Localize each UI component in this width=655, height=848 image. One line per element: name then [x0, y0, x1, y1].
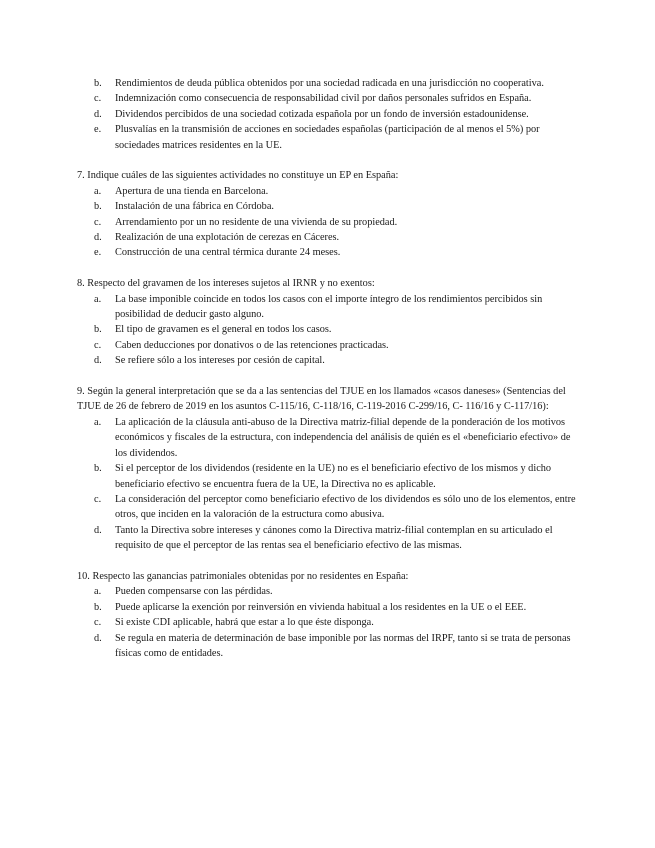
option-item: [77, 338, 577, 353]
option-item: [77, 353, 577, 368]
option-letter: b.: [94, 324, 102, 336]
option-letter: c.: [94, 339, 102, 351]
option-letter: a.: [94, 416, 102, 428]
question-9: [77, 384, 577, 553]
question-title: 9. Según la general interpretación que se da a las sentencias del TJUE en los llamados «casos daneses» (Sentencias del TJUE de 26 de febrero de 2019 en los asuntos C-115/16, C-118/16, C-119-2016 C-299/16, C- 116/16 y C-117/16):: [77, 386, 566, 413]
option-list: [77, 415, 577, 554]
option-text: Realización de una explotación de cerezas en Cáceres.: [115, 232, 340, 244]
option-item: [77, 461, 577, 492]
question-title: 10. Respecto las ganancias patrimoniales obtenidas por no residentes en España:: [77, 570, 409, 582]
option-item: [77, 631, 577, 662]
option-list: [77, 184, 577, 261]
option-item: [77, 492, 577, 523]
option-item: [77, 292, 577, 323]
option-text: La base imponible coincide en todos los casos con el importe íntegro de los rendimientos percibidos sin posibilidad de deducir gasto alguno.: [115, 293, 543, 321]
option-letter: a.: [94, 293, 102, 305]
option-text: Apertura de una tienda en Barcelona.: [115, 185, 269, 197]
option-item: [77, 230, 577, 245]
option-letter: d.: [94, 108, 102, 120]
option-text: Tanto la Directiva sobre intereses y cánones como la Directiva matriz-filial contemplan en su articulado el requisito de que el perceptor de las rentas sea el beneficiario efectivo de las mismas.: [115, 524, 553, 552]
option-text: Pueden compensarse con las pérdidas.: [115, 586, 273, 598]
option-item: [77, 523, 577, 554]
option-item: [77, 215, 577, 230]
option-text: Si existe CDI aplicable, habrá que estar a lo que éste disponga.: [115, 617, 374, 629]
option-letter: d.: [94, 632, 102, 644]
question-8: [77, 276, 577, 368]
option-text: Si el perceptor de los dividendos (residente en la UE) no es el beneficiario efectivo de los mismos y dicho beneficiario efectivo se encuentra fuera de la UE, la Directiva no es aplicable.: [115, 463, 552, 490]
option-item: [77, 245, 577, 260]
option-text: Se refiere sólo a los intereses por cesión de capital.: [115, 355, 325, 367]
option-letter: e.: [94, 124, 102, 136]
option-letter: b.: [94, 601, 102, 613]
document-content: [77, 76, 577, 677]
option-letter: a.: [94, 586, 102, 598]
option-text: La consideración del perceptor como beneficiario efectivo de los dividendos es sólo uno de los elementos, entre otros, que inciden en la valoración de la estructura como abusiva.: [115, 493, 576, 521]
option-letter: d.: [94, 524, 102, 536]
option-text: Arrendamiento por un no residente de una vivienda de su propiedad.: [115, 216, 398, 228]
option-text: El tipo de gravamen es el general en todos los casos.: [115, 324, 332, 336]
option-text: Instalación de una fábrica en Córdoba.: [115, 201, 274, 213]
option-letter: b.: [94, 463, 102, 475]
option-list: [77, 584, 577, 661]
option-item: [77, 107, 577, 122]
question-title: 7. Indique cuáles de las siguientes actividades no constituye un EP en España:: [77, 170, 399, 182]
option-item: [77, 600, 577, 615]
option-text: Plusvalías en la transmisión de acciones en sociedades españolas (participación de al menos el 5%) por sociedades matrices residentes en la UE.: [115, 124, 540, 151]
option-item: [77, 322, 577, 337]
option-text: Dividendos percibidos de una sociedad cotizada española por un fondo de inversión estadounidense.: [115, 108, 529, 120]
option-letter: d.: [94, 355, 102, 367]
option-letter: b.: [94, 78, 102, 89]
option-text: Construcción de una central térmica durante 24 meses.: [115, 247, 341, 259]
question-10: [77, 569, 577, 661]
option-list: [77, 292, 577, 369]
option-item: [77, 584, 577, 599]
option-letter: d.: [94, 232, 102, 244]
option-item: [77, 76, 577, 91]
option-item: [77, 199, 577, 214]
option-text: Se regula en materia de determinación de base imponible por las normas del IRPF, tanto si se trata de personas físicas como de entidades.: [115, 632, 571, 659]
option-item: [77, 415, 577, 461]
option-letter: a.: [94, 185, 102, 197]
question-6-continuation: [77, 76, 577, 153]
option-letter: c.: [94, 617, 102, 629]
option-list: [77, 76, 577, 153]
option-text: Indemnización como consecuencia de responsabilidad civil por daños personales sufridos en España.: [115, 93, 532, 105]
option-text: Puede aplicarse la exención por reinversión en vivienda habitual a los residentes en la UE o el EEE.: [115, 601, 527, 613]
option-letter: e.: [94, 247, 102, 259]
option-item: [77, 615, 577, 630]
option-letter: c.: [94, 216, 102, 228]
option-item: [77, 122, 577, 153]
option-text: Caben deducciones por donativos o de las retenciones practicadas.: [115, 339, 389, 351]
option-text: Rendimientos de deuda pública obtenidos por una sociedad radicada en una jurisdicción no cooperativa.: [115, 78, 544, 89]
option-text: La aplicación de la cláusula anti-abuso de la Directiva matriz-filial depende de la ponderación de los motivos económicos y fiscales de la estructura, con independencia del análisis de quién es el «beneficiario efectivo» de los dividendos.: [115, 416, 571, 459]
option-letter: c.: [94, 93, 102, 105]
option-letter: c.: [94, 493, 102, 505]
option-item: [77, 91, 577, 106]
option-item: [77, 184, 577, 199]
question-7: [77, 168, 577, 260]
question-title: 8. Respecto del gravamen de los intereses sujetos al IRNR y no exentos:: [77, 278, 375, 290]
option-letter: b.: [94, 201, 102, 213]
